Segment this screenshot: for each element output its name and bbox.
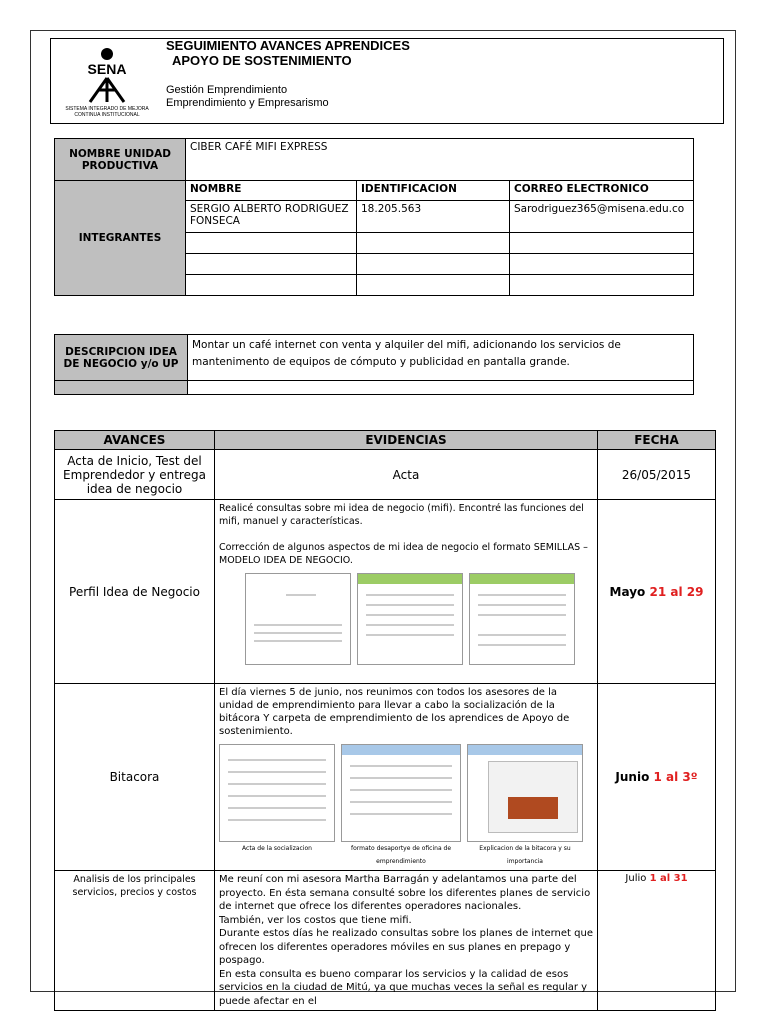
program-label: Emprendimiento y Empresarismo [166, 97, 329, 109]
row1-evidencia: Acta [215, 450, 598, 500]
col-fecha: FECHA [598, 431, 716, 450]
thumb-caption: Acta de la socializacion [242, 845, 312, 852]
row3-text: El día viernes 5 de junio, nos reunimos con todos los asesores de la unidad de emprendimiento para llevar a cabo la socialización de la bitácora Y carpeta de emprendimiento de los aprendices de Apoyo de sostenimiento. [219, 687, 570, 737]
thumbnail-image [467, 744, 583, 842]
row3-fecha-month: Junio [615, 770, 654, 784]
col-correo: CORREO ELECTRONICO [510, 181, 694, 201]
sena-logo [60, 44, 154, 122]
doc-subtitle: APOYO DE SOSTENIMIENTO [172, 53, 352, 68]
row1-fecha: 26/05/2015 [598, 450, 716, 500]
row2-avance: Perfil Idea de Negocio [55, 500, 215, 684]
row4-fecha-days: 1 al 31 [649, 873, 688, 884]
sena-logo-icon [60, 44, 154, 106]
row2-text1: Realicé consultas sobre mi idea de negocio (mifi). Encontré las funciones del mifi, manuel y características. [219, 503, 584, 527]
unidad-value: CIBER CAFÉ MIFI EXPRESS [186, 139, 694, 181]
descripcion-value: Montar un café internet con venta y alquiler del mifi, adicionando los servicios de mantenimento de equipos de cómputo y publicidad en pantalla grande. [188, 335, 694, 381]
row2-fecha-days: 21 al 29 [649, 584, 704, 599]
thumbnail-image [245, 573, 351, 665]
row2-text2: Corrección de algunos aspectos de mi idea de negocio el formato SEMILLAS – MODELO IDEA DE NEGOCIO. [219, 542, 588, 566]
row1-avance: Acta de Inicio, Test del Emprendedor y entrega idea de negocio [55, 450, 215, 500]
avances-table [54, 430, 716, 1011]
member-nombre: SERGIO ALBERTO RODRIGUEZ FONSECA [186, 201, 357, 233]
doc-title: SEGUIMIENTO AVANCES APRENDICES [166, 38, 410, 53]
member-correo: Sarodriguez365@misena.edu.co [510, 201, 694, 233]
row3-evidencia [215, 684, 598, 871]
descripcion-label: DESCRIPCION IDEA DE NEGOCIO y/o UP [55, 335, 188, 381]
thumbnail-image [341, 744, 461, 842]
col-identificacion: IDENTIFICACION [357, 181, 510, 201]
integrantes-label: INTEGRANTES [55, 181, 186, 296]
descripcion-table [54, 334, 694, 395]
row3-fecha [598, 684, 716, 871]
unidad-table [54, 138, 694, 296]
logo-subtitle: SISTEMA INTEGRADO DE MEJORA CONTINUA INSTITUCIONAL [65, 106, 149, 118]
thumbnail-image [469, 573, 575, 665]
col-evidencias: EVIDENCIAS [215, 431, 598, 450]
row3-fecha-days: 1 al 3º [653, 770, 698, 784]
col-avances: AVANCES [55, 431, 215, 450]
row3-avance: Bitacora [55, 684, 215, 871]
row2-thumbnails [245, 573, 593, 665]
thumbnail-image [357, 573, 463, 665]
area-label: Gestión Emprendimiento [166, 84, 288, 96]
unidad-label: NOMBRE UNIDAD PRODUCTIVA [55, 139, 186, 181]
row2-evidencia [215, 500, 598, 684]
row2-fecha [598, 500, 716, 684]
thumbnail-image [219, 744, 335, 842]
row2-fecha-month: Mayo [609, 584, 650, 599]
row3-thumbnails [219, 744, 593, 868]
row4-avance: Analisis de los principales servicios, precios y costos [55, 871, 215, 1011]
thumb-caption: formato desaportye de oficina de emprendimiento [350, 845, 452, 865]
row4-fecha-month: Julio [625, 873, 650, 884]
row4-evidencia: Me reuní con mi asesora Martha Barragán y adelantamos una parte del proyecto. En ésta semana consulté sobre los diferentes planes de servicio de internet que ofrece los diferentes operadores nacionales. También, ver los costos que tiene mifi. Durante estos días he realizado consultas sobre los planes de internet que ofrecen los diferentes operadores móviles en sus planes en prepago y pospago. En esta consulta es bueno comparar los servicios y la calidad de esos servicios en la ciudad de Mitú, ya que muchas veces la señal es regular y puede afectar en el [215, 871, 598, 1011]
member-id: 18.205.563 [357, 201, 510, 233]
thumb-caption: Explicacion de la bitacora y su importancia [479, 845, 571, 865]
logo-text: SENA [87, 61, 127, 77]
col-nombre: NOMBRE [186, 181, 357, 201]
row4-fecha [598, 871, 716, 1011]
